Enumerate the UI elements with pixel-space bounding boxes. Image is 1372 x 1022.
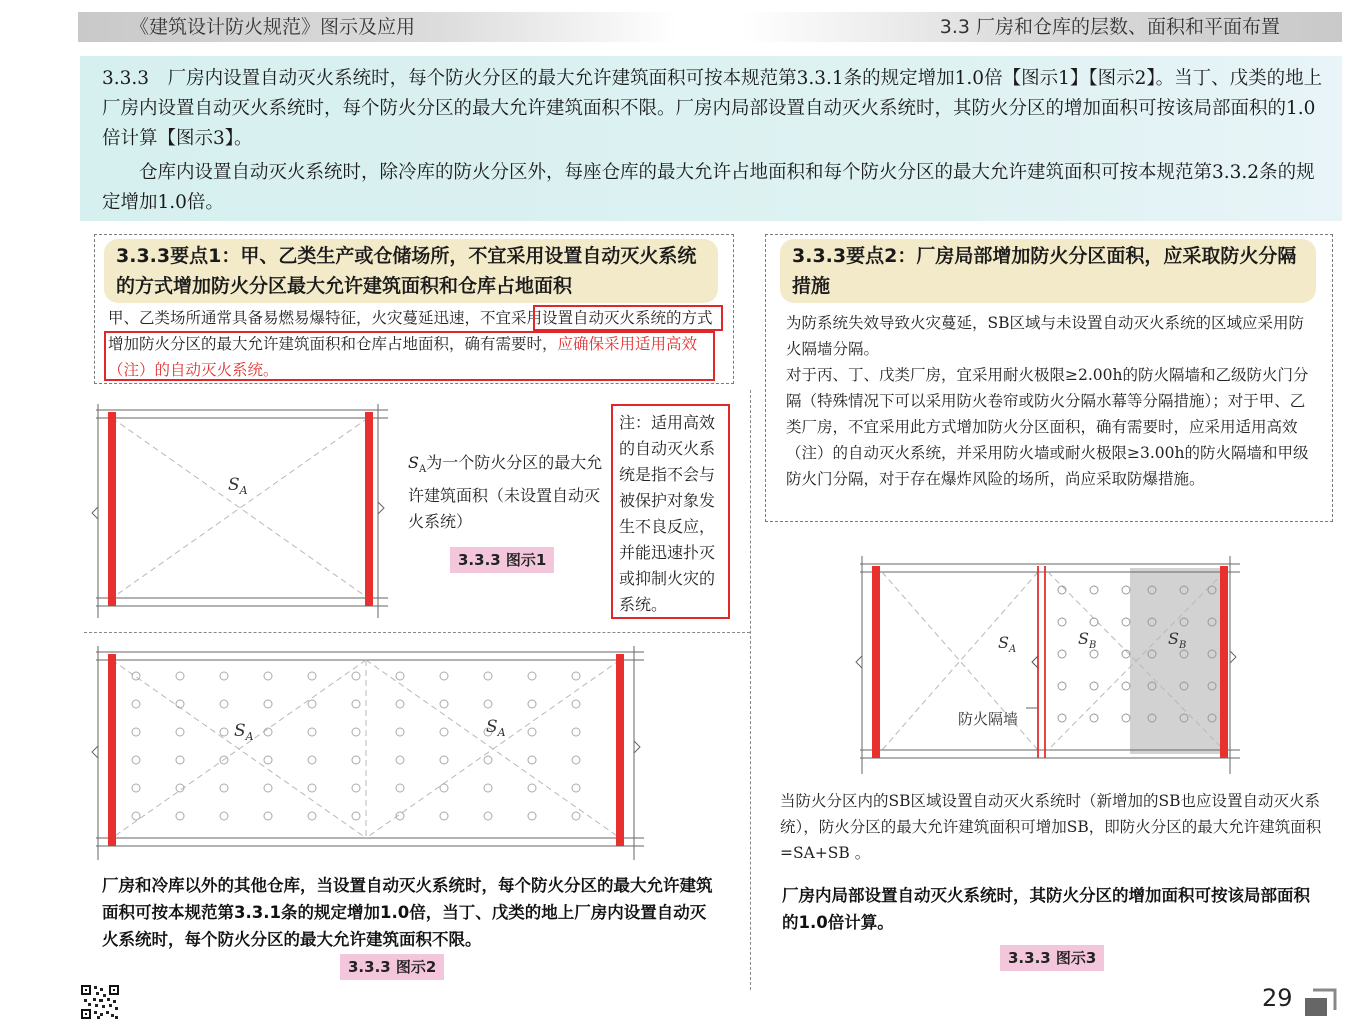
key-point-2-body	[786, 310, 1316, 492]
figure-1-diagram	[88, 402, 388, 620]
key-point-2-body-para1: 为防系统失效导致火灾蔓延，SB区域与未设置自动灭火系统的区域应采用防火隔墙分隔。	[786, 314, 1305, 358]
figure-3-description: 当防火分区内的SB区域设置自动灭火系统时（新增加的SB也应设置自动灭火系统），防火分区的最大允许建筑面积可增加SB，即防火分区的最大允许建筑面积=SA+SB 。	[780, 792, 1322, 862]
key-point-1-body-start: 甲、乙类场所通常具备易燃易爆特征，火灾蔓延迅速，	[108, 309, 481, 327]
divider	[84, 632, 750, 633]
area-symbol: S	[408, 453, 419, 472]
area-label-sa: $S_A$	[998, 633, 1017, 655]
key-point-1-body-boxed: 不宜采用设置自动灭火系统的方式增加防火分区的最大允许建筑面积和仓库占地面积，确有需要时，	[108, 309, 713, 353]
figure-1-description-text: 为一个防火分区的最大允许建筑面积（未设置自动灭火系统）	[408, 453, 603, 532]
area-label-sb-shaded: $S_B$	[1168, 629, 1187, 651]
running-header-left	[78, 12, 678, 42]
figure-3-caption: 厂房内局部设置自动灭火系统时，其防火分区的增加面积可按该局部面积的1.0倍计算。	[782, 886, 1310, 932]
area-label-sa-right: $S_A$	[486, 717, 506, 739]
fire-partition-label: 防火隔墙	[958, 710, 1019, 728]
figure-2-caption: 厂房和冷库以外的其他仓库，当设置自动灭火系统时，每个防火分区的最大允许建筑面积可按本规范第3.3.1条的规定增加1.0倍，当丁、戊类的地上厂房内设置自动灭火系统时，每个防火分区的最大允许建筑面积不限。	[102, 876, 713, 949]
page-number: 29	[1262, 984, 1293, 1012]
note-text: 注：适用高效的自动灭火系统是指不会与被保护对象发生不良反应，并能迅速扑灭或抑制火灾的系统。	[619, 413, 716, 614]
key-point-1-title: 3.3.3要点1：甲、乙类生产或仓储场所，不宜采用设置自动灭火系统的方式增加防火分区最大允许建筑面积和仓库占地面积	[104, 239, 718, 303]
note-box	[611, 404, 730, 619]
clause-box	[80, 56, 1342, 221]
figure-2-diagram	[88, 646, 644, 860]
book-title: 《建筑设计防火规范》图示及应用	[130, 16, 416, 38]
section-title: 3.3 厂房和仓库的层数、面积和平面布置	[939, 16, 1280, 38]
shaded-zone	[1130, 568, 1224, 754]
key-point-2-body-para2: 对于丙、丁、戊类厂房，宜采用耐火极限≥2.00h的防火隔墙和乙级防火门分隔（特殊情况下可以采用防火卷帘或防火分隔水幕等分隔措施）；对于甲、乙类厂房，不宜采用此方式增加防火分区面积，确有需要时，应采用适用高效（注）的自动灭火系统，并采用防火墙或耐火极限≥3.00h的防火隔墙和甲级防火门分隔，对于存在爆炸风险的场所，尚应采取防爆措施。	[786, 366, 1309, 488]
area-label-sa-left: $S_A$	[234, 721, 254, 743]
running-header-right	[742, 12, 1342, 42]
area-label-sa: $S_A$	[228, 475, 248, 497]
area-label-sb: $S_B$	[1078, 629, 1097, 651]
highlight-box	[533, 305, 723, 331]
page-corner-icon	[1303, 988, 1337, 1018]
figure-3-diagram	[852, 556, 1242, 774]
figure-1-label: 3.3.3 图示1	[450, 547, 554, 573]
qr-code[interactable]	[80, 984, 120, 1020]
key-point-2-title: 3.3.3要点2：厂房局部增加防火分区面积，应采取防火分隔措施	[780, 239, 1316, 303]
figure-1-description	[408, 450, 604, 535]
divider	[750, 390, 751, 990]
area-symbol-sub: A	[418, 464, 427, 476]
highlight-box	[104, 331, 715, 381]
clause-paragraph-1: 3.3.3 厂房内设置自动灭火系统时，每个防火分区的最大允许建筑面积可按本规范第3.3.1条的规定增加1.0倍【图示1】【图示2】。当丁、戊类的地上厂房内设置自动灭火系统时，每个防火分区的最大允许建筑面积不限。厂房内局部设置自动灭火系统时，其防火分区的增加面积可按该局部面积的1.0倍计算【图示3】。	[102, 68, 1323, 149]
figure-3-label: 3.3.3 图示3	[1000, 945, 1104, 971]
figure-2-label: 3.3.3 图示2	[340, 954, 444, 980]
clause-paragraph-2: 仓库内设置自动灭火系统时，除冷库的防火分区外，每座仓库的最大允许占地面积和每个防火分区的最大允许建筑面积可按本规范第3.3.2条的规定增加1.0倍。	[102, 162, 1315, 213]
key-point-1-body-red: 应确保采用适用高效（注）的自动灭火系统。	[108, 335, 698, 379]
